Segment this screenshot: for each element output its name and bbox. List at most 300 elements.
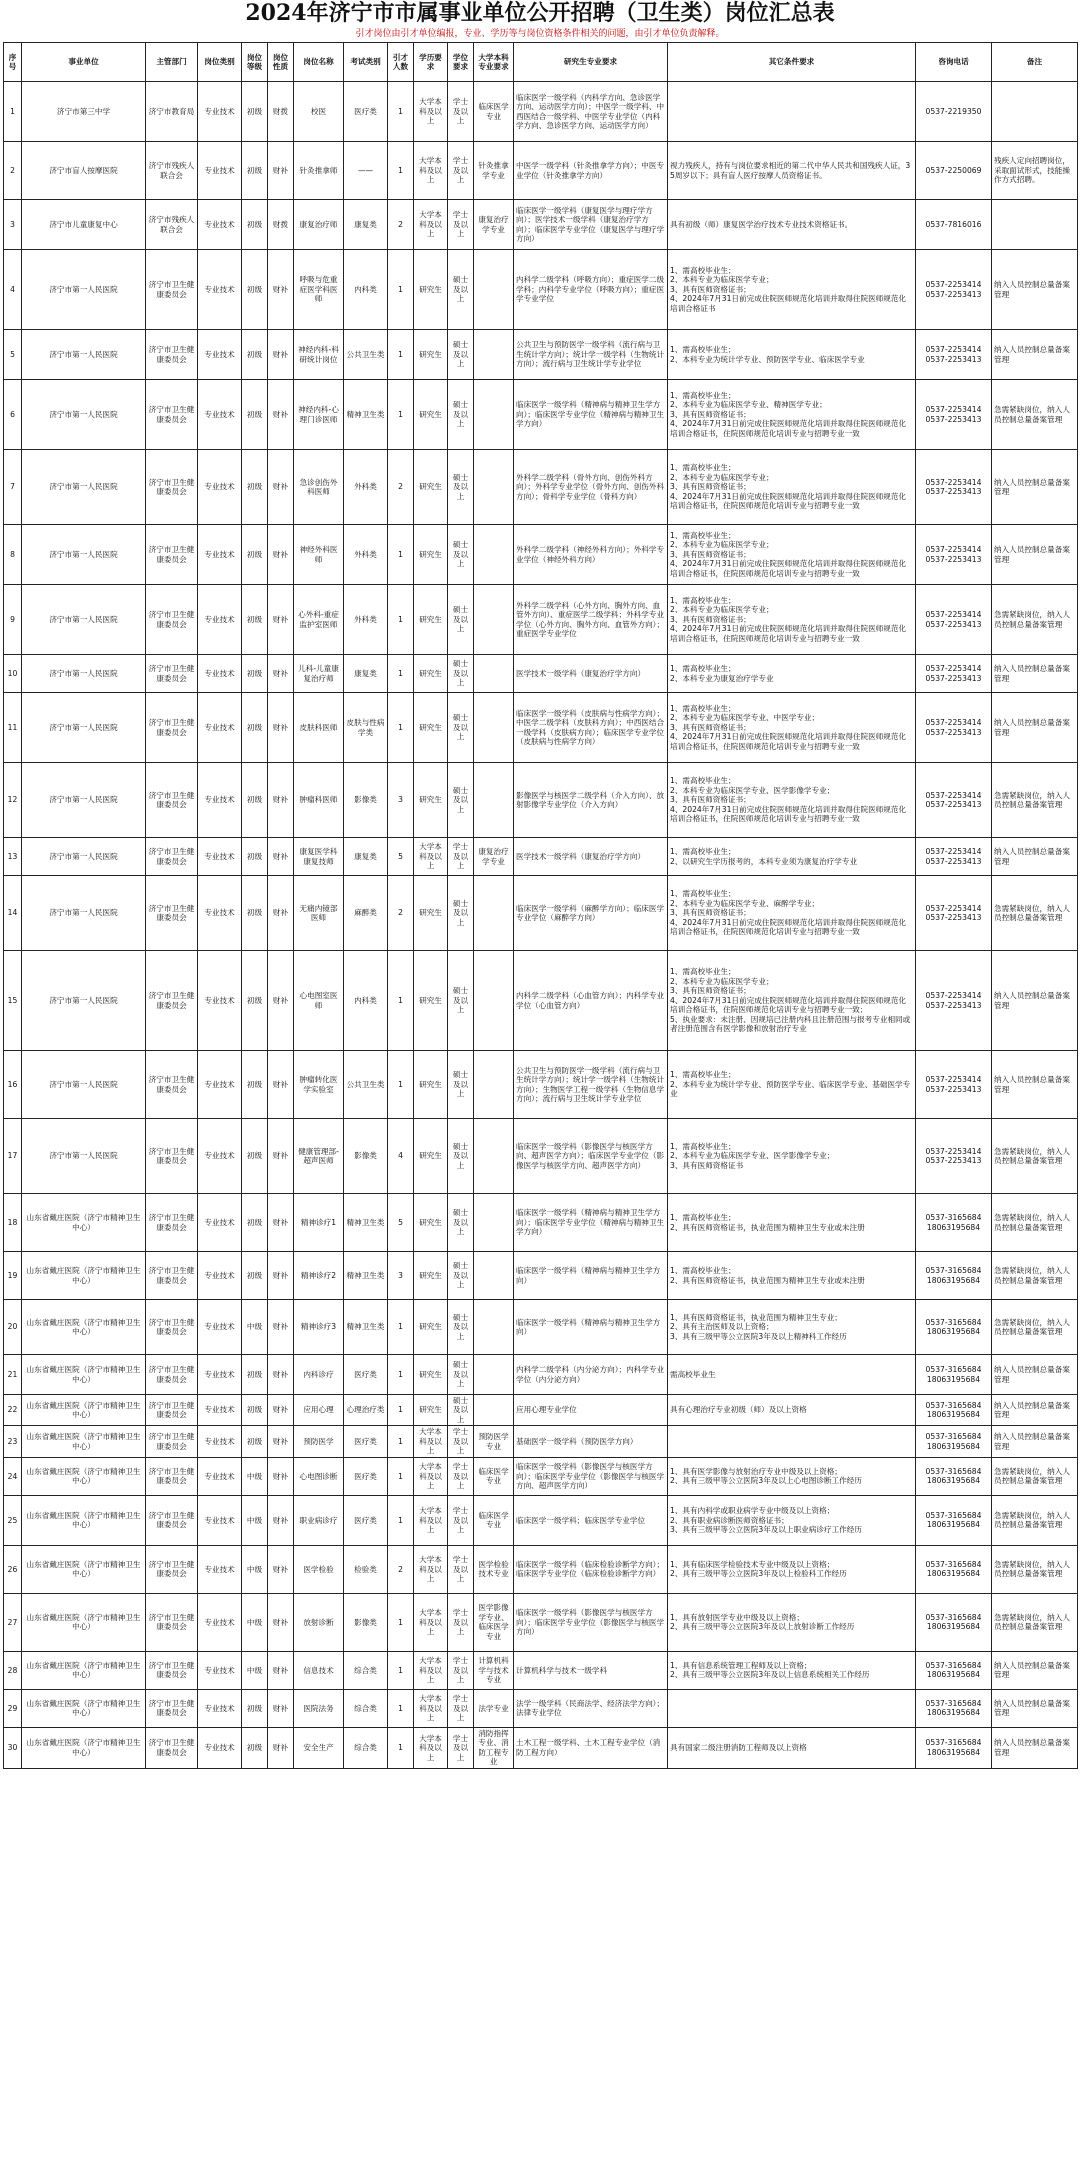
cell-department: 济宁市卫生健康委员会 [146,330,198,380]
cell-count: 1 [388,585,414,655]
cell-exam-type: 外科类 [344,450,388,525]
cell-remarks: 急需紧缺岗位，纳入人员控制总量备案管理 [992,1252,1078,1300]
cell-position: 心电图诊断 [294,1457,344,1495]
cell-undergrad-major: 医学检验技术专业 [474,1545,514,1593]
cell-other-requirements: 1、具有临床医学检验技术专业中级及以上资格； 2、具有三级甲等公立医院3年及以上检验科工作经历 [668,1545,916,1593]
cell-phone: 0537-2253414 0537-2253413 [916,693,992,763]
cell-grad-major: 计算机科学与技术一级学科 [514,1651,668,1689]
cell-exam-type: 公共卫生类 [344,1051,388,1119]
cell-count: 1 [388,655,414,693]
cell-count: 1 [388,1689,414,1727]
cell-undergrad-major: 医学影像学专业、临床医学专业 [474,1593,514,1651]
cell-position: 心外科-重症监护室医师 [294,585,344,655]
cell-count: 5 [388,1194,414,1252]
cell-nature: 财补 [268,142,294,200]
cell-position: 神经内科-心理门诊医师 [294,380,344,450]
cell-unit: 山东省戴庄医院（济宁市精神卫生中心） [22,1651,146,1689]
cell-remarks: 纳入人员控制总量备案管理 [992,1651,1078,1689]
cell-seq: 29 [4,1689,22,1727]
cell-grade: 中级 [242,1593,268,1651]
cell-other-requirements: 具有国家二级注册消防工程师及以上资格 [668,1727,916,1768]
cell-position: 康复医学科康复技师 [294,838,344,876]
cell-department: 济宁市卫生健康委员会 [146,1593,198,1651]
cell-other-requirements: 1、需高校毕业生； 2、本科专业为临床医学专业； 3、具有医师资格证书； 4、2024年7月31日前完成住院医师规范化培训并取得住院医师规范化培训合格证书，住院医师规范化培训专业与招聘专业一致 [668,525,916,585]
cell-position: 校医 [294,82,344,142]
cell-count: 2 [388,876,414,951]
cell-grade: 初级 [242,655,268,693]
cell-grade: 初级 [242,585,268,655]
cell-remarks: 纳入人员控制总量备案管理 [992,1051,1078,1119]
cell-phone: 0537-3165684 18063195684 [916,1355,992,1395]
header-count: 引才人数 [388,43,414,82]
cell-grad-major: 影像医学与核医学二级学科（介入方向）、放射影像学专业学位（介入方向） [514,763,668,838]
cell-position: 职业病诊疗 [294,1495,344,1545]
cell-nature: 财补 [268,951,294,1051]
cell-nature: 财补 [268,1194,294,1252]
cell-nature: 财补 [268,250,294,330]
cell-undergrad-major [474,380,514,450]
table-row [4,1119,1078,1194]
cell-department: 济宁市卫生健康委员会 [146,1426,198,1457]
cell-grad-major: 临床医学一级学科；临床医学专业学位 [514,1495,668,1545]
cell-degree: 学士及以上 [448,1727,474,1768]
table-row [4,450,1078,525]
cell-degree: 硕士及以上 [448,585,474,655]
cell-category: 专业技术 [198,250,242,330]
cell-nature: 财补 [268,450,294,525]
cell-exam-type: 医疗类 [344,1355,388,1395]
cell-category: 专业技术 [198,838,242,876]
cell-education: 研究生 [414,1300,448,1355]
table-row [4,693,1078,763]
cell-other-requirements [668,1689,916,1727]
cell-category: 专业技术 [198,655,242,693]
cell-nature: 财补 [268,838,294,876]
cell-nature: 财补 [268,1119,294,1194]
cell-seq: 11 [4,693,22,763]
cell-undergrad-major [474,1051,514,1119]
cell-seq: 2 [4,142,22,200]
cell-unit: 济宁市第一人民医院 [22,763,146,838]
cell-phone: 0537-3165684 18063195684 [916,1545,992,1593]
cell-phone: 0537-3165684 18063195684 [916,1252,992,1300]
cell-grade: 初级 [242,330,268,380]
cell-undergrad-major [474,763,514,838]
cell-unit: 济宁市第一人民医院 [22,525,146,585]
cell-nature: 财补 [268,876,294,951]
cell-degree: 学士及以上 [448,1689,474,1727]
cell-count: 1 [388,525,414,585]
cell-nature: 财补 [268,1395,294,1426]
cell-grade: 初级 [242,693,268,763]
cell-undergrad-major: 康复治疗学专业 [474,838,514,876]
cell-grade: 中级 [242,1457,268,1495]
cell-phone: 0537-3165684 18063195684 [916,1300,992,1355]
cell-position: 神经内科-科研统计岗位 [294,330,344,380]
positions-table [3,42,1078,1769]
cell-remarks [992,200,1078,250]
table-row [4,142,1078,200]
cell-seq: 18 [4,1194,22,1252]
cell-remarks: 纳入人员控制总量备案管理 [992,838,1078,876]
cell-remarks: 纳入人员控制总量备案管理 [992,330,1078,380]
cell-seq: 16 [4,1051,22,1119]
cell-degree: 硕士及以上 [448,951,474,1051]
cell-seq: 8 [4,525,22,585]
cell-nature: 财补 [268,525,294,585]
cell-department: 济宁市卫生健康委员会 [146,951,198,1051]
cell-position: 精神诊疗1 [294,1194,344,1252]
cell-grad-major: 临床医学一级学科（内科学方向、急诊医学方向、运动医学方向）；中医学一级学科、中西医结合一级学科、中医学专业学位（内科学方向、急诊医学方向、运动医学方向） [514,82,668,142]
table-row [4,1395,1078,1426]
cell-grad-major: 医学技术一级学科（康复治疗学方向） [514,838,668,876]
cell-grade: 中级 [242,1651,268,1689]
cell-position: 内科诊疗 [294,1355,344,1395]
cell-phone: 0537-2250069 [916,142,992,200]
cell-degree: 硕士及以上 [448,380,474,450]
cell-category: 专业技术 [198,82,242,142]
cell-nature: 财补 [268,330,294,380]
cell-other-requirements: 1、需高校毕业生； 2、本科专业为临床医学专业； 3、具有医师资格证书； 4、2024年7月31日前完成住院医师规范化培训并取得住院医师规范化培训合格证书，住院医师规范化培训专业与招聘专业一致 [668,585,916,655]
cell-phone: 0537-2253414 0537-2253413 [916,330,992,380]
cell-department: 济宁市卫生健康委员会 [146,1355,198,1395]
cell-exam-type: 医疗类 [344,1426,388,1457]
cell-seq: 17 [4,1119,22,1194]
cell-grad-major: 临床医学一级学科（影像医学与核医学方向）；临床医学专业学位（影像医学与核医学方向） [514,1593,668,1651]
cell-seq: 10 [4,655,22,693]
cell-category: 专业技术 [198,1426,242,1457]
cell-unit: 山东省戴庄医院（济宁市精神卫生中心） [22,1545,146,1593]
cell-remarks: 纳入人员控制总量备案管理 [992,1426,1078,1457]
cell-count: 1 [388,1593,414,1651]
cell-education: 大学本科及以上 [414,1727,448,1768]
cell-position: 安全生产 [294,1727,344,1768]
cell-phone: 0537-2219350 [916,82,992,142]
cell-department: 济宁市卫生健康委员会 [146,1252,198,1300]
cell-phone: 0537-2253414 0537-2253413 [916,951,992,1051]
table-row [4,380,1078,450]
cell-category: 专业技术 [198,1689,242,1727]
cell-nature: 财补 [268,1457,294,1495]
cell-other-requirements: 1、具有内科学或职业病学专业中级及以上资格； 2、具有职业病诊断医师资格证书； 3、具有三级甲等公立医院3年及以上职业病诊疗工作经历 [668,1495,916,1545]
header-remarks: 备注 [992,43,1078,82]
cell-exam-type: 内科类 [344,951,388,1051]
cell-other-requirements: 视力残疾人，持有与岗位要求相近的第二代中华人民共和国残疾人证，35周岁以下；具有盲人医疗按摩人员资格证书。 [668,142,916,200]
cell-grade: 中级 [242,1495,268,1545]
cell-unit: 济宁市盲人按摩医院 [22,142,146,200]
cell-undergrad-major [474,250,514,330]
cell-education: 大学本科及以上 [414,1545,448,1593]
cell-category: 专业技术 [198,1051,242,1119]
cell-category: 专业技术 [198,693,242,763]
cell-grade: 初级 [242,450,268,525]
page-title: 2024年济宁市市属事业单位公开招聘（卫生类）岗位汇总表 [245,0,835,26]
cell-department: 济宁市卫生健康委员会 [146,1457,198,1495]
cell-position: 针灸推拿师 [294,142,344,200]
cell-degree: 学士及以上 [448,200,474,250]
cell-remarks: 纳入人员控制总量备案管理 [992,1689,1078,1727]
cell-other-requirements: 1、需高校毕业生； 2、本科专业为临床医学专业； 3、具有医师资格证书； 4、2024年7月31日前完成住院医师规范化培训并取得住院医师规范化培训合格证书，住院医师规范化培训专业与招聘专业一致 [668,450,916,525]
cell-remarks: 急需紧缺岗位，纳入人员控制总量备案管理 [992,1119,1078,1194]
header-nature: 岗位性质 [268,43,294,82]
cell-exam-type: 影像类 [344,1593,388,1651]
cell-degree: 硕士及以上 [448,655,474,693]
cell-grad-major: 外科学二级学科（心外方向、胸外方向、血管外方向）、重症医学二级学科；外科学专业学位（心外方向、胸外方向、血管外方向）；重症医学专业学位 [514,585,668,655]
cell-phone: 0537-2253414 0537-2253413 [916,250,992,330]
cell-exam-type: 外科类 [344,585,388,655]
cell-seq: 13 [4,838,22,876]
cell-grad-major: 临床医学一级学科（皮肤病与性病学方向）；中医学二级学科（皮肤科方向）；中西医结合一级学科（皮肤病方向）；临床医学专业学位（皮肤病与性病学方向） [514,693,668,763]
cell-exam-type: 综合类 [344,1689,388,1727]
cell-grad-major: 临床医学一级学科（影像医学与核医学方向）；临床医学专业学位（影像医学与核医学方向、超声医学方向） [514,1457,668,1495]
cell-degree: 学士及以上 [448,1651,474,1689]
cell-degree: 硕士及以上 [448,1119,474,1194]
cell-nature: 财补 [268,1593,294,1651]
cell-category: 专业技术 [198,1727,242,1768]
cell-nature: 财拨 [268,82,294,142]
cell-other-requirements: 1、需高校毕业生； 2、具有医师资格证书，执业范围为精神卫生专业或未注册 [668,1194,916,1252]
cell-unit: 济宁市第三中学 [22,82,146,142]
cell-remarks: 急需紧缺岗位，纳入人员控制总量备案管理 [992,1457,1078,1495]
cell-phone: 0537-3165684 18063195684 [916,1457,992,1495]
cell-grad-major: 临床医学一级学科（麻醉学方向）；临床医学专业学位（麻醉学方向） [514,876,668,951]
cell-exam-type: 康复类 [344,655,388,693]
cell-other-requirements: 1、具有医师资格证书，执业范围为精神卫生专业； 2、具有主治医师及以上资格； 3、具有三级甲等公立医院3年及以上精神科工作经历 [668,1300,916,1355]
cell-department: 济宁市卫生健康委员会 [146,1395,198,1426]
cell-grade: 初级 [242,1119,268,1194]
cell-seq: 24 [4,1457,22,1495]
cell-degree: 硕士及以上 [448,693,474,763]
cell-unit: 济宁市儿童康复中心 [22,200,146,250]
cell-department: 济宁市卫生健康委员会 [146,1545,198,1593]
cell-seq: 9 [4,585,22,655]
cell-seq: 15 [4,951,22,1051]
cell-remarks: 急需紧缺岗位，纳入人员控制总量备案管理 [992,1545,1078,1593]
cell-unit: 山东省戴庄医院（济宁市精神卫生中心） [22,1300,146,1355]
cell-phone: 0537-2253414 0537-2253413 [916,585,992,655]
cell-grad-major: 外科学二级学科（骨外方向、创伤外科方向）；外科学专业学位（骨外方向、创伤外科方向）；骨科学专业学位（骨科方向） [514,450,668,525]
cell-education: 研究生 [414,380,448,450]
cell-phone: 0537-7816016 [916,200,992,250]
cell-other-requirements: 1、具有医学影像与放射治疗专业中级及以上资格； 2、具有三级甲等公立医院3年及以上心电图诊断工作经历 [668,1457,916,1495]
cell-seq: 28 [4,1651,22,1689]
cell-degree: 硕士及以上 [448,1252,474,1300]
cell-nature: 财补 [268,693,294,763]
cell-education: 大学本科及以上 [414,1593,448,1651]
cell-category: 专业技术 [198,200,242,250]
cell-category: 专业技术 [198,1495,242,1545]
cell-other-requirements: 1、需高校毕业生； 2、本科专业为统计学专业、预防医学专业、临床医学专业 [668,330,916,380]
cell-position: 应用心理 [294,1395,344,1426]
cell-degree: 硕士及以上 [448,250,474,330]
cell-remarks: 纳入人员控制总量备案管理 [992,450,1078,525]
cell-unit: 济宁市第一人民医院 [22,250,146,330]
cell-seq: 7 [4,450,22,525]
header-grad-major: 研究生专业要求 [514,43,668,82]
cell-category: 专业技术 [198,951,242,1051]
cell-category: 专业技术 [198,1593,242,1651]
cell-grade: 初级 [242,951,268,1051]
cell-exam-type: 康复类 [344,200,388,250]
cell-count: 2 [388,1545,414,1593]
cell-remarks: 纳入人员控制总量备案管理 [992,1727,1078,1768]
cell-phone: 0537-2253414 0537-2253413 [916,763,992,838]
cell-position: 医院法务 [294,1689,344,1727]
cell-remarks: 急需紧缺岗位，纳入人员控制总量备案管理 [992,380,1078,450]
cell-category: 专业技术 [198,1119,242,1194]
cell-unit: 山东省戴庄医院（济宁市精神卫生中心） [22,1355,146,1395]
cell-exam-type: 心理治疗类 [344,1395,388,1426]
cell-grad-major: 外科学二级学科（神经外科方向）；外科学专业学位（神经外科方向） [514,525,668,585]
cell-other-requirements: 1、需高校毕业生； 2、本科专业为临床医学专业、医学影像学专业； 3、具有医师资格证书； 4、2024年7月31日前完成住院医师规范化培训并取得住院医师规范化培训合格证书，住院医师规范化培训专业与招聘专业一致 [668,763,916,838]
cell-other-requirements: 1、需高校毕业生； 2、以研究生学历报考的，本科专业须为康复治疗学专业 [668,838,916,876]
cell-undergrad-major [474,1252,514,1300]
cell-grad-major: 法学一级学科（民商法学、经济法学方向）；法律专业学位 [514,1689,668,1727]
cell-count: 1 [388,380,414,450]
cell-seq: 14 [4,876,22,951]
cell-grad-major: 临床医学一级学科（临床检验诊断学方向）；临床医学专业学位（临床检验诊断学方向） [514,1545,668,1593]
cell-other-requirements: 1、需高校毕业生； 2、具有医师资格证书，执业范围为精神卫生专业或未注册 [668,1252,916,1300]
cell-education: 研究生 [414,525,448,585]
cell-nature: 财补 [268,585,294,655]
header-exam-type: 考试类别 [344,43,388,82]
cell-remarks: 纳入人员控制总量备案管理 [992,250,1078,330]
cell-grade: 初级 [242,1426,268,1457]
cell-grade: 中级 [242,1545,268,1593]
cell-grade: 初级 [242,876,268,951]
cell-grade: 初级 [242,1395,268,1426]
cell-grade: 中级 [242,1300,268,1355]
cell-count: 1 [388,1727,414,1768]
cell-nature: 财补 [268,763,294,838]
table-row [4,1545,1078,1593]
cell-category: 专业技术 [198,1457,242,1495]
cell-exam-type: —— [344,142,388,200]
cell-unit: 山东省戴庄医院（济宁市精神卫生中心） [22,1727,146,1768]
cell-department: 济宁市残疾人联合会 [146,200,198,250]
header-department: 主管部门 [146,43,198,82]
cell-count: 2 [388,200,414,250]
cell-degree: 硕士及以上 [448,1300,474,1355]
cell-education: 大学本科及以上 [414,1651,448,1689]
cell-count: 1 [388,1051,414,1119]
cell-count: 1 [388,1457,414,1495]
cell-department: 济宁市卫生健康委员会 [146,1051,198,1119]
cell-nature: 财补 [268,1545,294,1593]
cell-department: 济宁市卫生健康委员会 [146,693,198,763]
table-row [4,1300,1078,1355]
cell-undergrad-major [474,876,514,951]
cell-grad-major: 土木工程一级学科、土木工程专业学位（消防工程方向） [514,1727,668,1768]
cell-position: 皮肤科医师 [294,693,344,763]
cell-degree: 硕士及以上 [448,1194,474,1252]
cell-education: 研究生 [414,250,448,330]
table-row [4,250,1078,330]
cell-department: 济宁市卫生健康委员会 [146,1119,198,1194]
cell-phone: 0537-3165684 18063195684 [916,1194,992,1252]
cell-remarks: 残疾人定向招聘岗位，采取面试形式，技能操作方式招聘。 [992,142,1078,200]
cell-phone: 0537-2253414 0537-2253413 [916,1051,992,1119]
cell-grade: 初级 [242,1727,268,1768]
cell-exam-type: 精神卫生类 [344,1300,388,1355]
cell-count: 1 [388,330,414,380]
cell-unit: 济宁市第一人民医院 [22,693,146,763]
cell-other-requirements: 1、具有信息系统管理工程师及以上资格； 2、具有三级甲等公立医院3年及以上信息系统相关工作经历 [668,1651,916,1689]
cell-count: 5 [388,838,414,876]
cell-grade: 初级 [242,1051,268,1119]
cell-education: 研究生 [414,951,448,1051]
cell-seq: 22 [4,1395,22,1426]
cell-phone: 0537-3165684 18063195684 [916,1651,992,1689]
cell-degree: 硕士及以上 [448,763,474,838]
cell-education: 大学本科及以上 [414,1689,448,1727]
cell-unit: 山东省戴庄医院（济宁市精神卫生中心） [22,1457,146,1495]
cell-undergrad-major [474,330,514,380]
cell-remarks: 急需紧缺岗位，纳入人员控制总量备案管理 [992,1495,1078,1545]
cell-nature: 财补 [268,1495,294,1545]
cell-degree: 学士及以上 [448,1593,474,1651]
cell-count: 1 [388,1300,414,1355]
table-row [4,1252,1078,1300]
cell-degree: 硕士及以上 [448,525,474,585]
cell-undergrad-major [474,450,514,525]
cell-count: 3 [388,763,414,838]
cell-remarks: 纳入人员控制总量备案管理 [992,693,1078,763]
table-row [4,525,1078,585]
cell-category: 专业技术 [198,330,242,380]
table-body [4,82,1078,1769]
cell-undergrad-major: 法学专业 [474,1689,514,1727]
cell-seq: 21 [4,1355,22,1395]
cell-degree: 学士及以上 [448,1426,474,1457]
cell-exam-type: 影像类 [344,763,388,838]
cell-education: 研究生 [414,1119,448,1194]
cell-seq: 3 [4,200,22,250]
cell-seq: 1 [4,82,22,142]
table-row [4,1355,1078,1395]
cell-unit: 山东省戴庄医院（济宁市精神卫生中心） [22,1194,146,1252]
cell-nature: 财补 [268,655,294,693]
cell-unit: 山东省戴庄医院（济宁市精神卫生中心） [22,1395,146,1426]
cell-grade: 初级 [242,200,268,250]
table-row [4,585,1078,655]
cell-degree: 硕士及以上 [448,1395,474,1426]
cell-grade: 初级 [242,1194,268,1252]
cell-count: 1 [388,1651,414,1689]
cell-remarks: 急需紧缺岗位，纳入人员控制总量备案管理 [992,1194,1078,1252]
cell-unit: 济宁市第一人民医院 [22,380,146,450]
cell-department: 济宁市卫生健康委员会 [146,380,198,450]
cell-education: 研究生 [414,1051,448,1119]
cell-unit: 山东省戴庄医院（济宁市精神卫生中心） [22,1593,146,1651]
cell-remarks: 纳入人员控制总量备案管理 [992,951,1078,1051]
cell-nature: 财拨 [268,200,294,250]
cell-count: 1 [388,951,414,1051]
cell-category: 专业技术 [198,525,242,585]
cell-count: 4 [388,1119,414,1194]
cell-degree: 学士及以上 [448,838,474,876]
cell-exam-type: 医疗类 [344,1495,388,1545]
table-row [4,1051,1078,1119]
header-position: 岗位名称 [294,43,344,82]
cell-degree: 学士及以上 [448,1495,474,1545]
cell-phone: 0537-3165684 18063195684 [916,1727,992,1768]
cell-grad-major: 临床医学一级学科（精神病与精神卫生学方向） [514,1300,668,1355]
cell-unit: 山东省戴庄医院（济宁市精神卫生中心） [22,1495,146,1545]
cell-grad-major: 应用心理专业学位 [514,1395,668,1426]
cell-remarks: 急需紧缺岗位，纳入人员控制总量备案管理 [992,585,1078,655]
cell-position: 无痛内镜部医师 [294,876,344,951]
